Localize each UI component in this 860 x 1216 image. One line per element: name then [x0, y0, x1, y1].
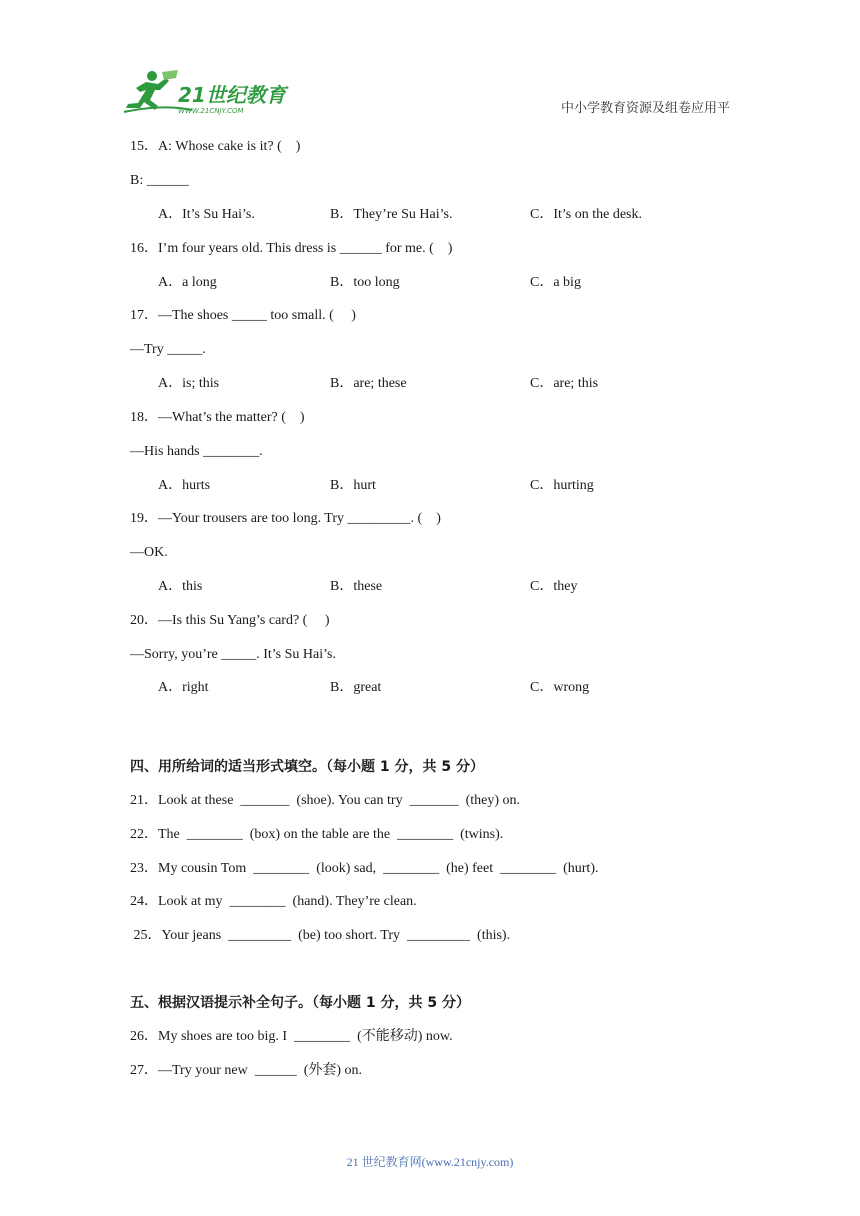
question-15-stem: 15．A: Whose cake is it? ( ) [130, 139, 301, 154]
question-19-option-c[interactable]: C．they [530, 579, 578, 594]
question-17-stem: 17．—The shoes _____ too small. ( ) [130, 308, 356, 323]
question-18-stem: 18．—What’s the matter? ( ) [130, 410, 305, 425]
question-17-reply: —Try _____. [130, 342, 206, 357]
logo-url: WWW.21CNJY.COM [178, 107, 244, 115]
question-16-option-a[interactable]: A．a long [158, 275, 217, 290]
question-18-option-b[interactable]: B．hurt [330, 478, 376, 493]
section-4-title: 四、用所给词的适当形式填空。（每小题 1 分，共 5 分） [130, 759, 484, 775]
question-24: 24．Look at my ________ (hand). They’re clean. [130, 894, 417, 909]
page-header [0, 0, 860, 125]
question-22: 22．The ________ (box) on the table are the ________ (twins). [130, 827, 504, 842]
question-19-option-a[interactable]: A．this [158, 579, 203, 594]
question-19-reply: —OK. [130, 545, 168, 560]
question-16-option-c[interactable]: C．a big [530, 275, 581, 290]
question-18-option-c[interactable]: C．hurting [530, 478, 594, 493]
question-27: 27．—Try your new ______ (外套) on. [130, 1063, 363, 1078]
question-15-reply: B: ______ [130, 173, 189, 188]
question-20-option-b[interactable]: B．great [330, 680, 382, 695]
question-19-stem: 19．—Your trousers are too long. Try _________. ( ) [130, 511, 441, 526]
question-18-option-a[interactable]: A．hurts [158, 478, 211, 493]
question-16-option-b[interactable]: B．too long [330, 275, 400, 290]
question-15-option-b[interactable]: B．They’re Su Hai’s. [330, 207, 453, 222]
site-logo [122, 68, 292, 116]
question-15-option-c[interactable]: C．It’s on the desk. [530, 207, 642, 222]
question-19-option-b[interactable]: B．these [330, 579, 383, 594]
question-20-option-a[interactable]: A．right [158, 680, 209, 695]
question-16-stem: 16．I’m four years old. This dress is ______ for me. ( ) [130, 241, 453, 256]
question-18-reply: —His hands ________. [130, 444, 263, 459]
logo-text: 21世纪教育 [178, 83, 286, 107]
question-17-option-c[interactable]: C．are; this [530, 376, 599, 391]
header-platform-text: 中小学教育资源及组卷应用平 [560, 101, 730, 116]
question-21: 21．Look at these _______ (shoe). You can try _______ (they) on. [130, 793, 521, 808]
question-20-reply: —Sorry, you’re _____. It’s Su Hai’s. [130, 647, 336, 662]
question-26: 26．My shoes are too big. I ________ (不能移动) now. [130, 1029, 453, 1044]
question-15-option-a[interactable]: A．It’s Su Hai’s. [158, 207, 255, 222]
question-23: 23．My cousin Tom ________ (look) sad, ________ (he) feet ________ (hurt). [130, 861, 599, 876]
question-17-option-b[interactable]: B．are; these [330, 376, 407, 391]
question-17-option-a[interactable]: A．is; this [158, 376, 220, 391]
page-footer[interactable]: 21 世纪教育网(www.21cnjy.com) [346, 1155, 514, 1169]
section-5-title: 五、根据汉语提示补全句子。（每小题 1 分，共 5 分） [130, 995, 470, 1011]
question-20-option-c[interactable]: C．wrong [530, 680, 590, 695]
question-20-stem: 20．—Is this Su Yang’s card? ( ) [130, 613, 330, 628]
question-25: 25．Your jeans _________ (be) too short. Try _________ (this). [130, 928, 511, 943]
